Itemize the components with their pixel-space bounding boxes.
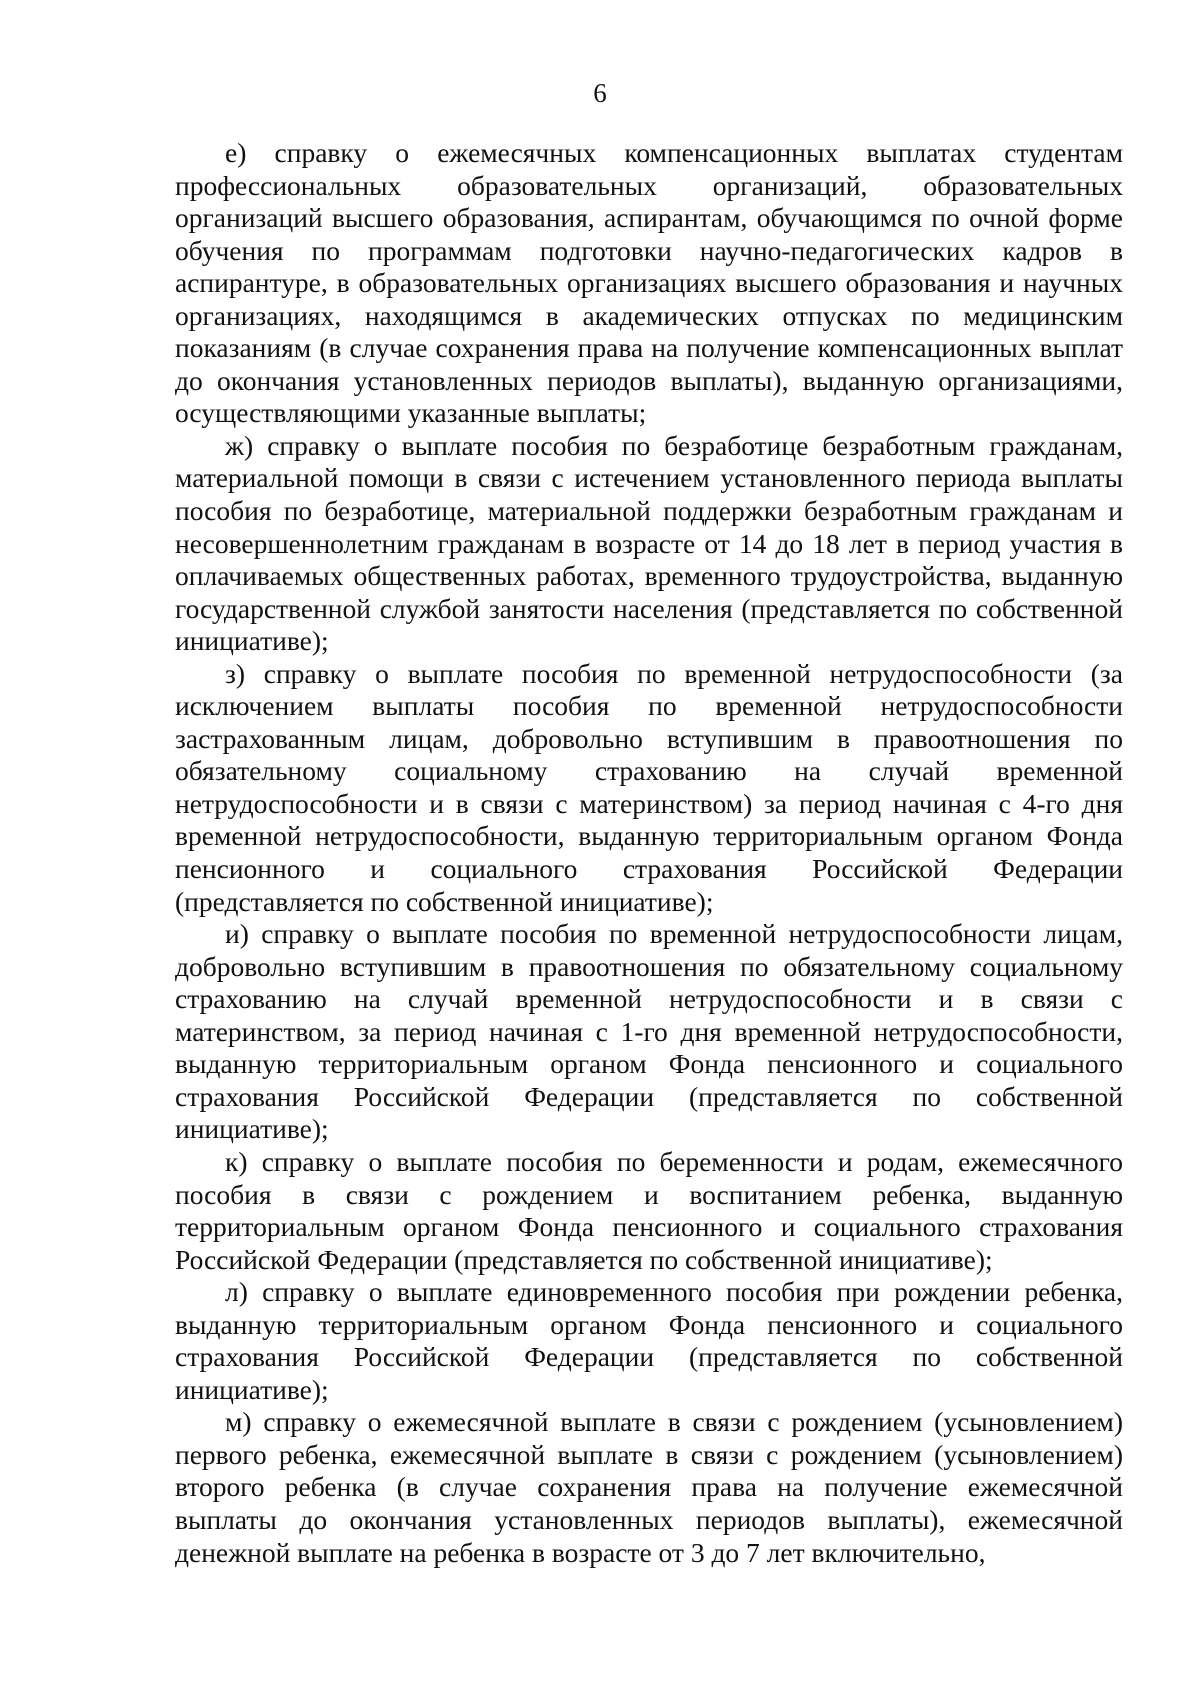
paragraph-k: к) справку о выплате пособия по беременности и родам, ежемесячного пособия в связи с рождением и воспитанием ребенка, выданную территориальным органом Фонда пенсионного и социального страхования Российской Федерации (представляется по собственной инициативе); bbox=[175, 1145, 1123, 1275]
document-body bbox=[175, 137, 1123, 1569]
paragraph-z: з) справку о выплате пособия по временной нетрудоспособности (за исключением выплаты пособия по временной нетрудоспособности застрахованным лицам, добровольно вступившим в правоотношения по обязательному социальному страхованию на случай временной нетрудоспособности и в связи с материнством) за период начиная с 4-го дня временной нетрудоспособности, выданную территориальным органом Фонда пенсионного и социального страхования Российской Федерации (представляется по собственной инициативе); bbox=[175, 657, 1123, 917]
paragraph-i: и) справку о выплате пособия по временной нетрудоспособности лицам, добровольно вступившим в правоотношения по обязательному социальному страхованию на случай временной нетрудоспособности и в связи с материнством, за период начиная с 1-го дня временной нетрудоспособности, выданную территориальным органом Фонда пенсионного и социального страхования Российской Федерации (представляется по собственной инициативе); bbox=[175, 918, 1123, 1145]
paragraph-e: е) справку о ежемесячных компенсационных выплатах студентам профессиональных образовательных организаций, образовательных организаций высшего образования, аспирантам, обучающимся по очной форме обучения по программам подготовки научно-педагогических кадров в аспирантуре, в образовательных организациях высшего образования и научных организациях, находящимся в академических отпусках по медицинским показаниям (в случае сохранения права на получение компенсационных выплат до окончания установленных периодов выплаты), выданную организациями, осуществляющими указанные выплаты; bbox=[175, 137, 1123, 429]
paragraph-m: м) справку о ежемесячной выплате в связи с рождением (усыновлением) первого ребенка, ежемесячной выплате в связи с рождением (усыновлением) второго ребенка (в случае сохранения права на получение ежемесячной выплаты до окончания установленных периодов выплаты), ежемесячной денежной выплате на ребенка в возрасте от 3 до 7 лет включительно, bbox=[175, 1406, 1123, 1568]
page-number: 6 bbox=[593, 78, 607, 108]
paragraph-l: л) справку о выплате единовременного пособия при рождении ребенка, выданную территориальным органом Фонда пенсионного и социального страхования Российской Федерации (представляется по собственной инициативе); bbox=[175, 1276, 1123, 1405]
paragraph-zh: ж) справку о выплате пособия по безработице безработным гражданам, материальной помощи в связи с истечением установленного периода выплаты пособия по безработице, материальной поддержки безработным гражданам и несовершеннолетним гражданам в возрасте от 14 до 18 лет в период участия в оплачиваемых общественных работах, временного трудоустройства, выданную государственной службой занятости населения (представляется по собственной инициативе); bbox=[175, 429, 1123, 657]
